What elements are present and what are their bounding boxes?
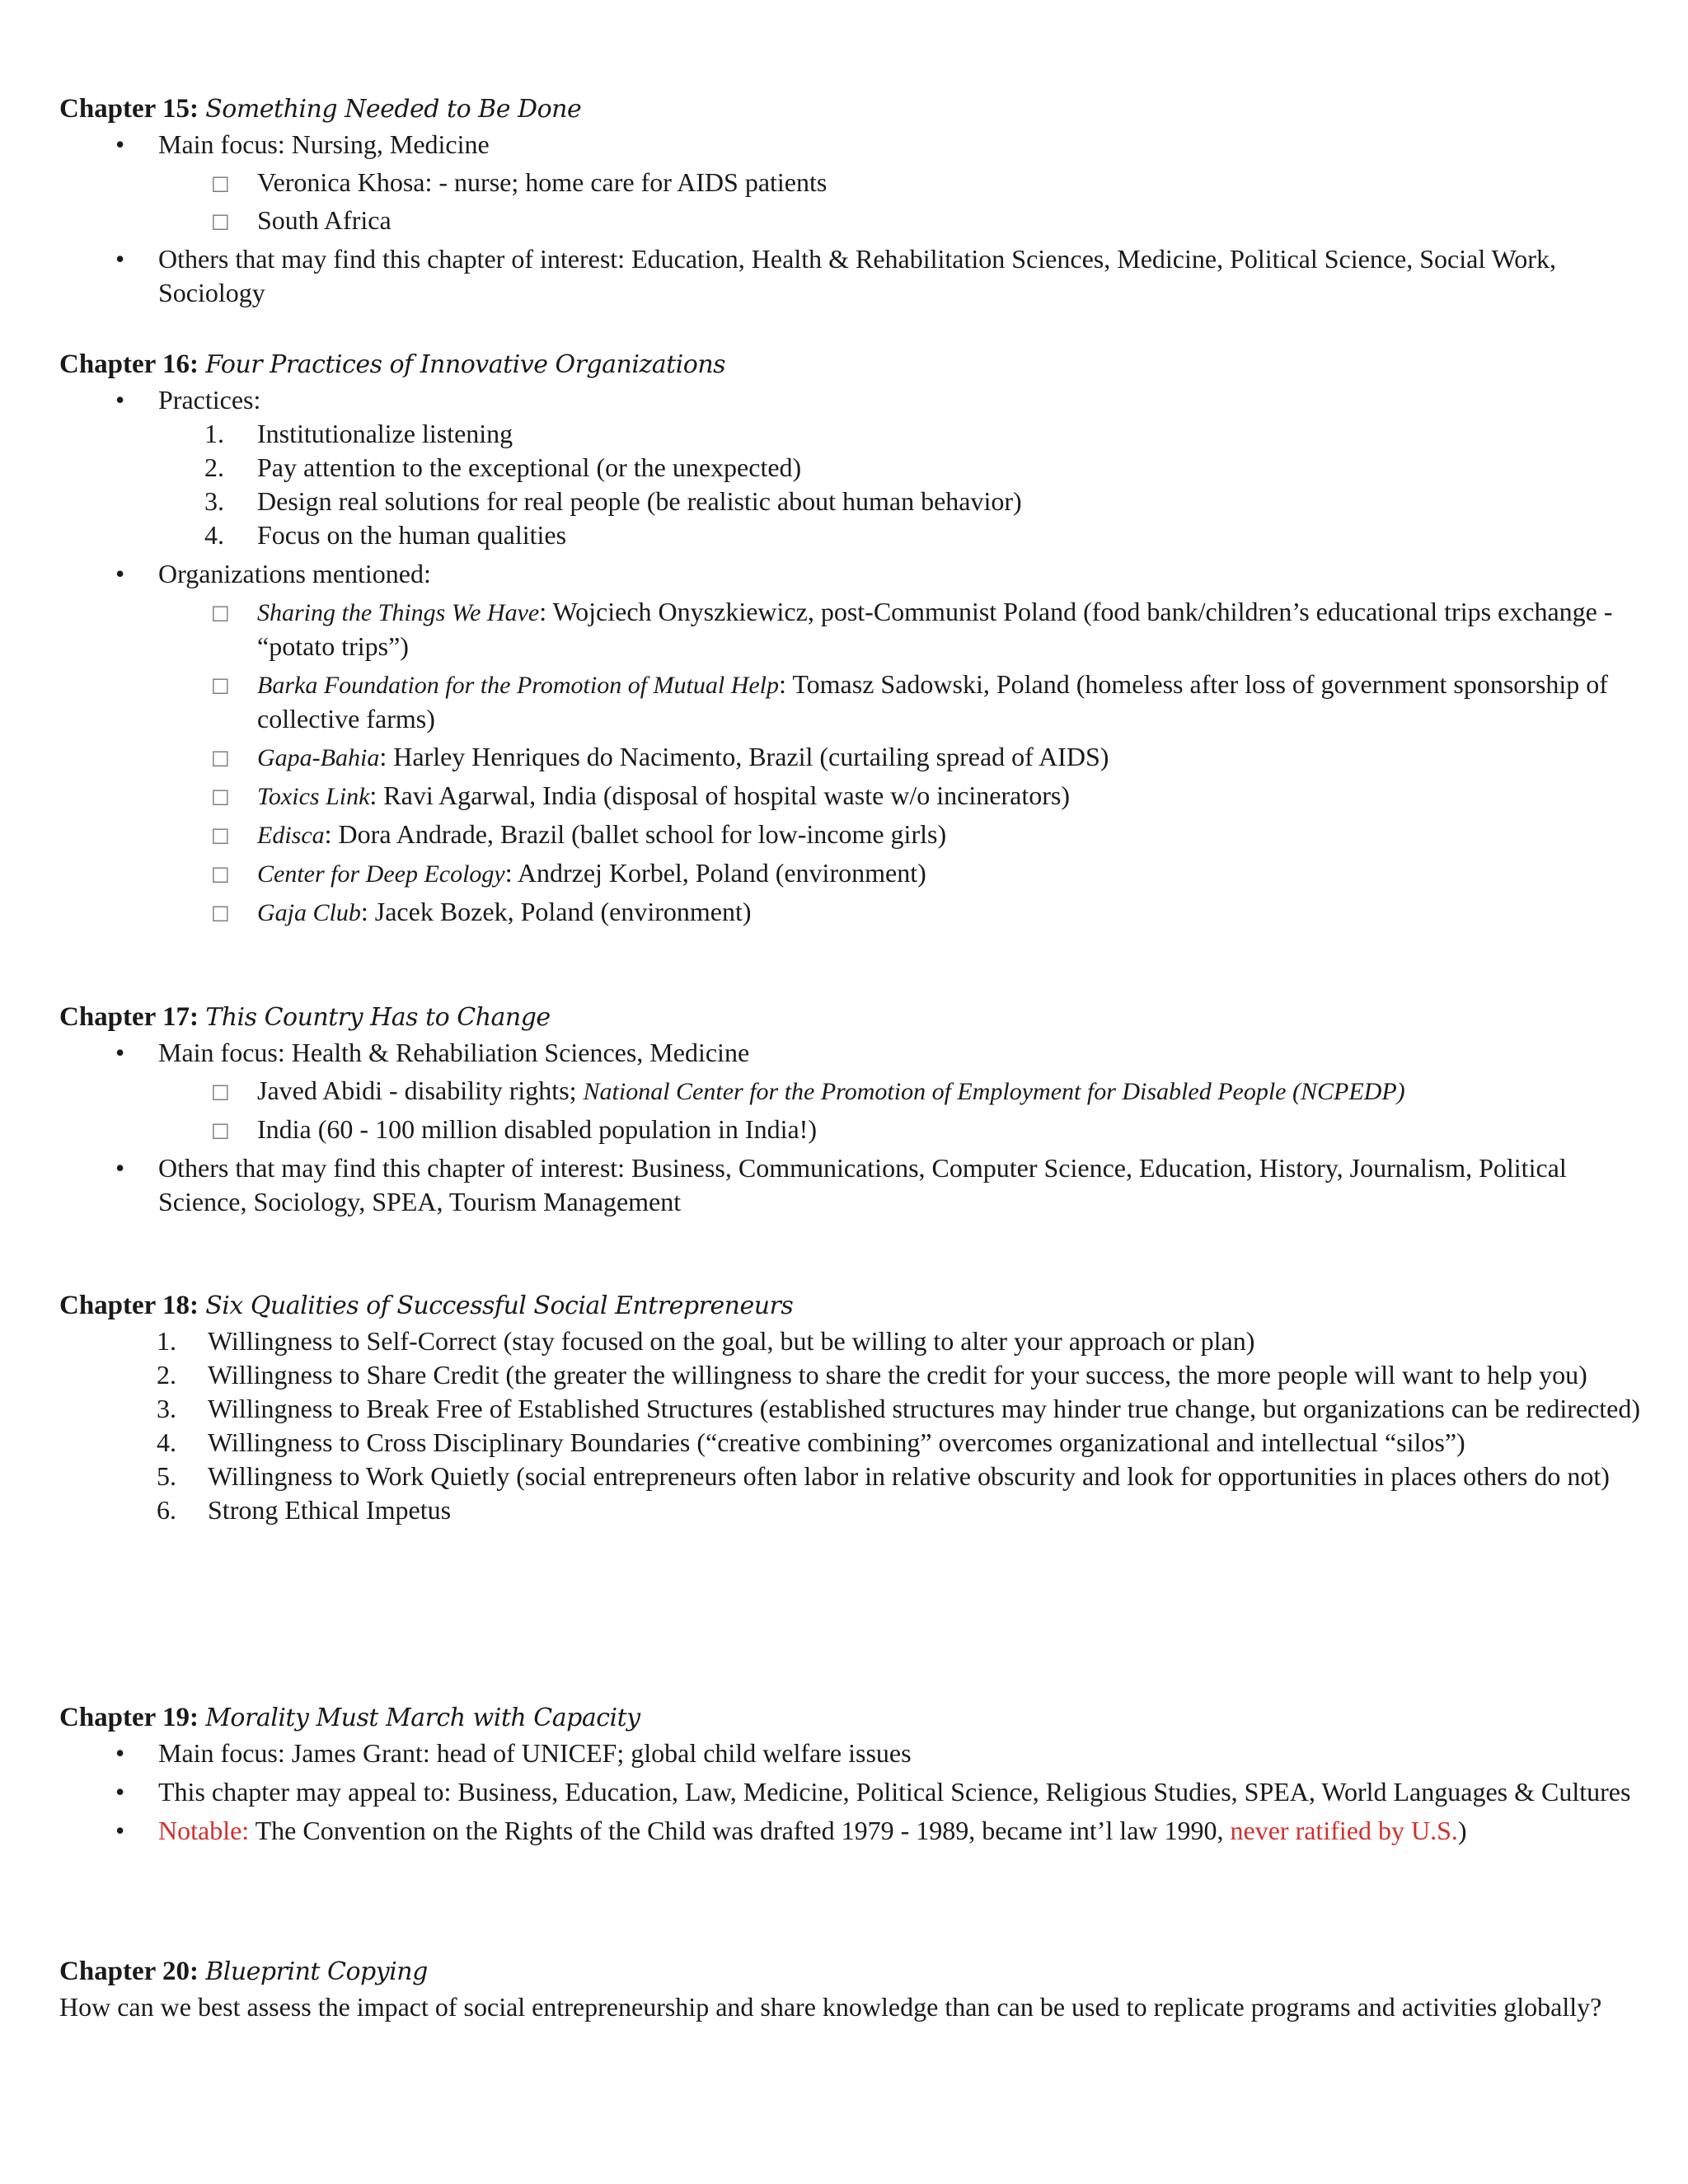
bullet-organizations: • Organizations mentioned: [59,557,1642,591]
chapter-20-paragraph: How can we best assess the impact of social entrepreneurship and share knowledge than can be used to replicate programs and activities globally? [59,1992,1602,2022]
organization-item: □ Barka Foundation for the Promotion of Mutual Help: Tomasz Sadowski, Poland (homeless after loss of government sponsorship of collective farms) [211,669,1608,733]
bullet-appeal: • This chapter may appeal to: Business, Education, Law, Medicine, Political Science, Religious Studies, SPEA, World Languages & Cultures [59,1775,1642,1809]
bullet-notable: • Notable: The Convention on the Rights of the Child was drafted 1979 - 1989, became int’l law 1990, never ratified by U.S.) [59,1814,1642,1848]
chapter-17-list [59,1036,1642,1219]
chapter-label: Chapter 17: [59,1002,199,1032]
bullet-practices: • Practices: [59,383,1642,417]
square-bullet-icon: □ [211,823,230,846]
list-item: 1. Institutionalize listening [204,419,513,448]
chapter-17-heading [59,999,1642,1036]
organization-item: □ Gapa-Bahia: Harley Henriques do Nacimento, Brazil (curtailing spread of AIDS) [59,740,1642,775]
chapter-16-heading [59,346,1642,383]
bullet-others: • Others that may find this chapter of interest: Business, Communications, Computer Science, Education, History, Journalism, Political Science, Sociology, SPEA, Tourism Management [115,1153,1567,1216]
list-item: 4. Focus on the human qualities [204,520,567,550]
list-item: 3. Design real solutions for real people (be realistic about human behavior) [204,486,1022,516]
square-bullet-icon: □ [211,171,230,194]
square-bullet-icon: □ [211,862,230,885]
chapter-19-list [59,1736,1642,1848]
organizations-list [59,557,1642,930]
chapter-15-heading [59,91,1642,128]
list-item: 5. Willingness to Work Quietly (social entrepreneurs often labor in relative obscurity and look for opportunities in places others do not) [157,1461,1610,1491]
square-bullet-icon: □ [211,785,230,808]
chapter-18-heading [59,1287,1642,1324]
chapter-label: Chapter 19: [59,1703,199,1732]
list-item: 6. Strong Ethical Impetus [157,1495,452,1525]
chapter-15 [59,91,1642,310]
organization-item: □ Edisca: Dora Andrade, Brazil (ballet school for low-income girls) [59,818,1642,852]
chapter-16-list [59,383,1642,417]
square-bullet-icon: □ [211,746,230,769]
bullet-main-focus: • Main focus: Health & Rehabiliation Sciences, Medicine [59,1036,1642,1070]
bullet-icon: • [115,1738,125,1768]
organization-item: □ Center for Deep Ecology: Andrzej Korbel, Poland (environment) [59,856,1642,891]
chapter-17 [59,999,1642,1219]
square-bullet-icon: □ [211,901,230,924]
square-bullet-icon: □ [211,1080,230,1103]
chapter-20-heading [59,1953,1642,1990]
square-bullet-icon: □ [211,1118,230,1141]
bullet-icon: • [115,559,125,588]
chapter-title: Blueprint Copying [205,1957,428,1986]
bullet-icon: • [115,1153,125,1183]
list-item: 2. Willingness to Share Credit (the greater the willingness to share the credit for your success, the more people will want to help you) [157,1360,1587,1390]
chapter-16 [59,346,1642,930]
sub-bullet: □ India (60 - 100 million disabled population in India!) [59,1113,1642,1146]
chapter-18 [59,1287,1642,1527]
organization-item: □ Gaja Club: Jacek Bozek, Poland (environment) [59,895,1642,930]
sub-bullet: □ Veronica Khosa: - nurse; home care for AIDS patients [59,166,1642,199]
chapter-title: This Country Has to Change [205,1003,551,1032]
chapter-15-list [59,128,1642,310]
sub-bullet: □ South Africa [59,204,1642,237]
practices-list [59,417,1642,552]
chapter-title: Something Needed to Be Done [205,95,582,124]
list-item: 2. Pay attention to the exceptional (or the unexpected) [204,452,802,482]
chapter-label: Chapter 20: [59,1957,199,1986]
list-item: 1. Willingness to Self-Correct (stay focused on the goal, but be willing to alter your approach or plan) [157,1326,1255,1356]
chapter-label: Chapter 18: [59,1291,199,1320]
chapter-19 [59,1699,1642,1848]
square-bullet-icon: □ [211,601,230,624]
list-item: 3. Willingness to Break Free of Established Structures (established structures may hinder true change, but organizations can be redirected) [157,1394,1641,1423]
organization-item: □ Sharing the Things We Have: Wojciech Onyszkiewicz, post-Communist Poland (food bank/children’s educational trips exchange - “potato trips”) [211,597,1613,661]
bullet-icon: • [115,129,125,159]
bullet-icon: • [115,1777,125,1807]
bullet-icon: • [115,385,125,415]
bullet-main-focus: • Main focus: Nursing, Medicine [59,128,1642,162]
bullet-main-focus: • Main focus: James Grant: head of UNICEF; global child welfare issues [59,1736,1642,1770]
square-bullet-icon: □ [211,209,230,232]
qualities-list [59,1324,1642,1527]
sub-bullet: □ Javed Abidi - disability rights; National Center for the Promotion of Employment for Disabled People (NCPEDP) [59,1074,1642,1108]
bullet-icon: • [115,1816,125,1845]
chapter-title: Four Practices of Innovative Organizations [205,350,726,379]
square-bullet-icon: □ [211,673,230,696]
bullet-icon: • [115,1038,125,1067]
bullet-icon: • [115,244,125,274]
organization-item: □ Toxics Link: Ravi Agarwal, India (disposal of hospital waste w/o incinerators) [59,779,1642,813]
chapter-label: Chapter 16: [59,349,199,379]
chapter-20 [59,1953,1642,2024]
list-item: 4. Willingness to Cross Disciplinary Boundaries (“creative combining” overcomes organizational and intellectual “silos”) [157,1427,1465,1457]
chapter-title: Six Qualities of Successful Social Entrepreneurs [205,1291,794,1320]
bullet-others: • Others that may find this chapter of interest: Education, Health & Rehabilitation Sciences, Medicine, Political Science, Social Work, Sociology [115,244,1556,307]
chapter-label: Chapter 15: [59,94,199,124]
chapter-title: Morality Must March with Capacity [205,1704,640,1732]
chapter-19-heading [59,1699,1642,1736]
